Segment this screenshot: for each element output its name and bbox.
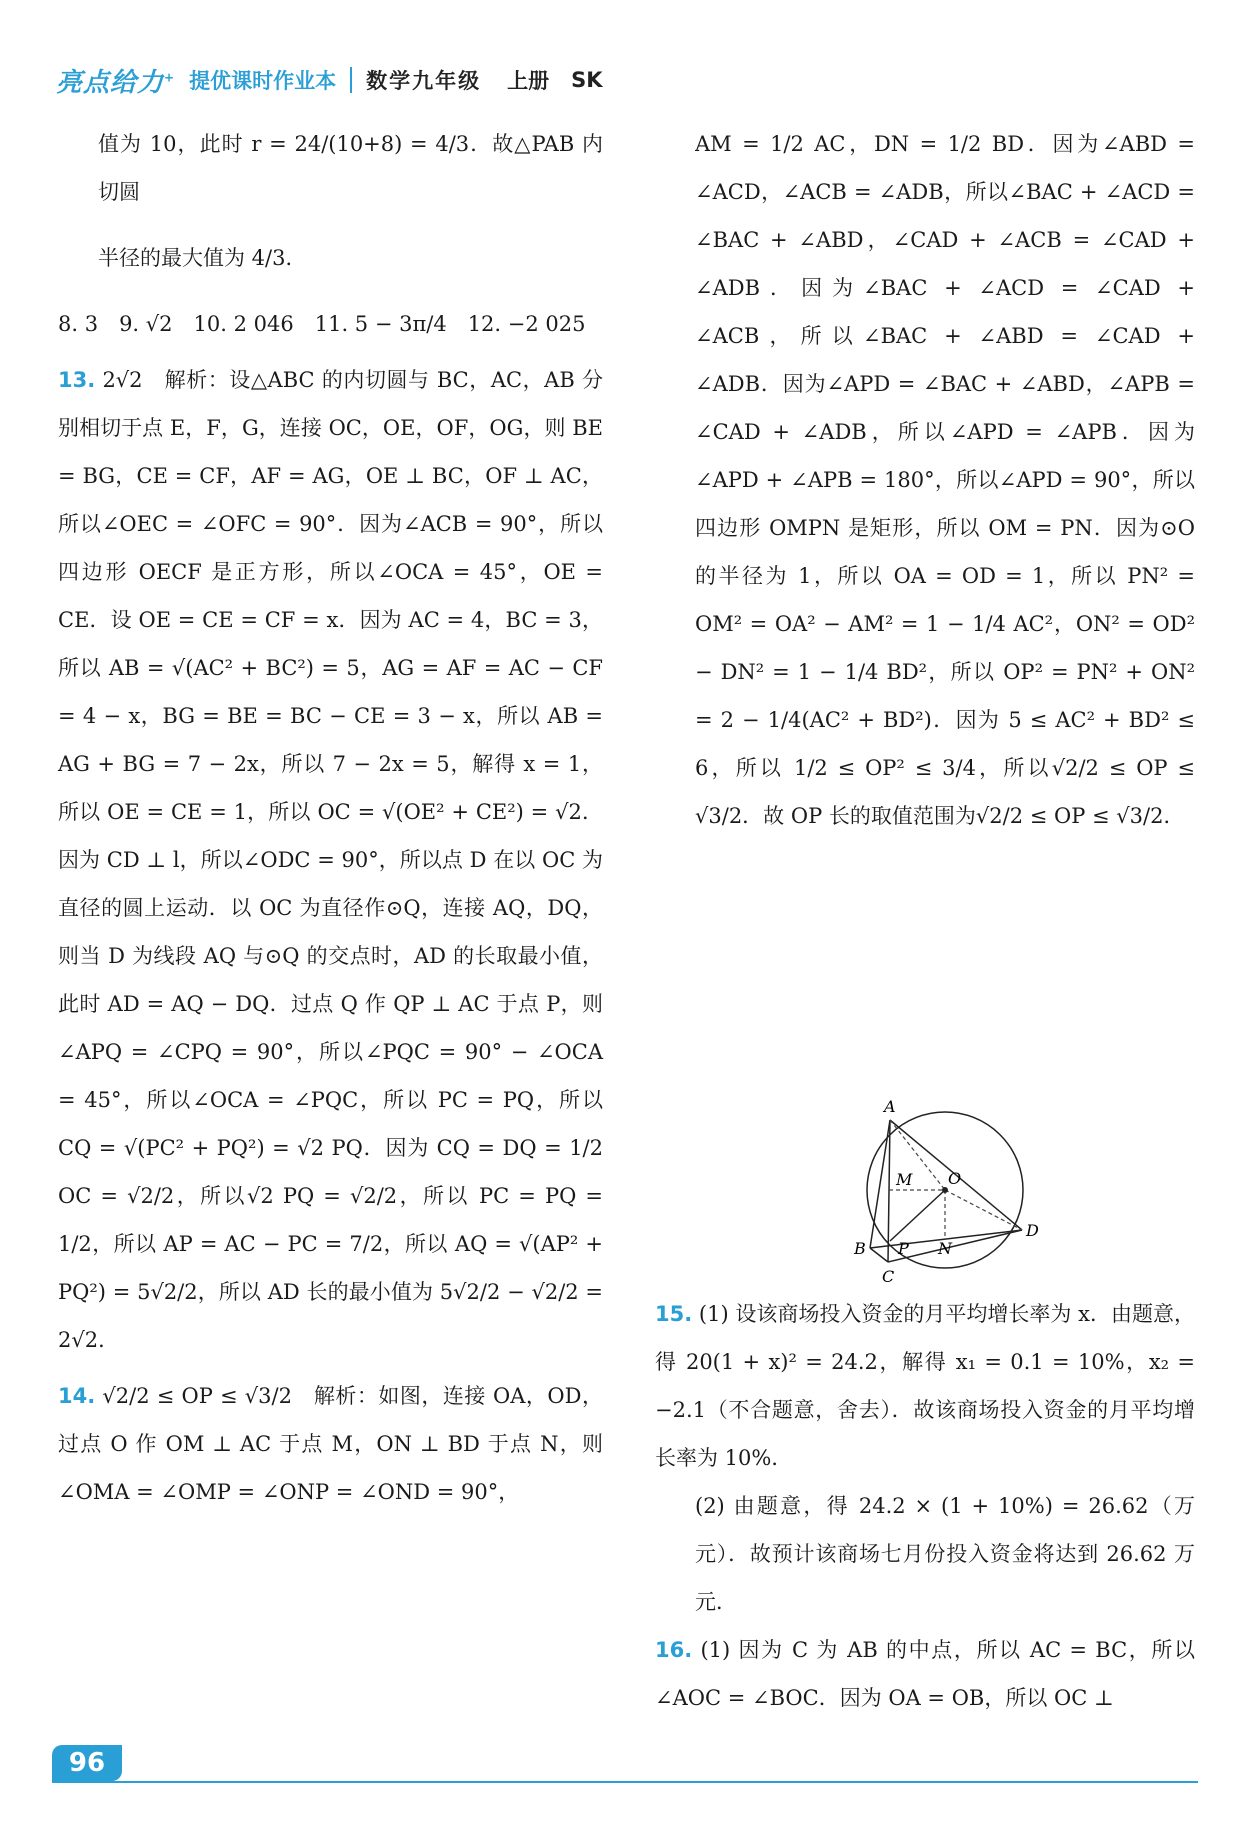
volume-label: 上册 [507, 69, 550, 93]
segment-bc [870, 1248, 888, 1262]
brand-subtitle: 提优课时作业本 [189, 69, 337, 93]
footer-rule [52, 1781, 1198, 1783]
label-c: C [882, 1267, 895, 1286]
question-14-continued: AM = 1/2 AC，DN = 1/2 BD．因为∠ABD = ∠ACD，∠ACB = ∠ADB，所以∠BAC + ∠ACD = ∠BAC + ∠ABD，∠CAD + ∠ACB = ∠CAD + ∠ADB．因为∠BAC + ∠ACD = ∠CAD + ∠ACB，所以∠BAC + ∠ABD = ∠CAD + ∠ADB．因为∠APD = ∠BAC + ∠ABD，∠APB = ∠CAD + ∠ADB，所以∠APD = ∠APB．因为∠APD + ∠APB = 180°，所以∠APD = 90°，所以四边形 OMPN 是矩形，所以 OM = PN．因为⊙O 的半径为 1，所以 OA = OD = 1，所以 PN² = OM² = OA² − AM² = 1 − 1/4 AC²，ON² = OD² − DN² = 1 − 1/4 BD²，所以 OP² = PN² + ON² = 2 − 1/4(AC² + BD²)．因为 5 ≤ AC² + BD² ≤ 6，所以 1/2 ≤ OP² ≤ 3/4，所以√2/2 ≤ OP ≤ √3/2．故 OP 长的取值范围为√2/2 ≤ OP ≤ √3/2． [695, 132, 1195, 828]
text-line: 值为 10，此时 r = 24/(10+8) = 4/3．故△PAB 内切圆 [98, 132, 603, 204]
label-n: N [938, 1239, 952, 1258]
page-header [56, 58, 602, 102]
question-13: 13. 2√2 解析：设△ABC 的内切圆与 BC，AC，AB 分别相切于点 E，F，G，连接 OC，OE，OF，OG，则 BE = BG，CE = CF，AF = AG，OE ⊥ BC，OF ⊥ AC，所以∠OEC = ∠OFC = 90°．因为∠ACB = 90°，所以四边形 OECF 是正方形，所以∠OCA = 45°，OE = CE．设 OE = CE = CF = x．因为 AC = 4，BC = 3，所以 AB = √(AC² + BC²) = 5，AG = AF = AC − CF = 4 − x，BG = BE = BC − CE = 3 − x，所以 AB = AG + BG = 7 − 2x，所以 7 − 2x = 5，解得 x = 1，所以 OE = CE = 1，所以 OC = √(OE² + CE²) = √2．因为 CD ⊥ l，所以∠ODC = 90°，所以点 D 在以 OC 为直径的圆上运动．以 OC 为直径作⊙Q，连接 AQ，DQ，则当 D 为线段 AQ 与⊙Q 的交点时，AD 的长取最小值，此时 AD = AQ − DQ．过点 Q 作 QP ⊥ AC 于点 P，则∠APQ = ∠CPQ = 90°，所以∠PQC = 90° − ∠OCA = 45°，所以∠OCA = ∠PQC，所以 PC = PQ，所以 CQ = √(PC² + PQ²) = √2 PQ．因为 CQ = DQ = 1/2 OC = √2/2，所以√2 PQ = √2/2，所以 PC = PQ = 1/2，所以 AP = AC − PC = 7/2，所以 AQ = √(AP² + PQ²) = 5√2/2，所以 AD 长的最小值为 5√2/2 − √2/2 = 2√2． [58, 368, 603, 1352]
segment-od [945, 1190, 1022, 1230]
answer-line: 8. 3 9. √2 10. 2 046 11. 5 − 3π/4 12. −2 025 [58, 312, 586, 336]
header-divider [350, 67, 352, 93]
segment-op [890, 1190, 945, 1241]
question-number: 14. [58, 1384, 96, 1408]
text-line: 半径的最大值为 4/3． [98, 246, 307, 270]
right-column [655, 120, 1195, 1722]
question-15-part2: (2) 由题意，得 24.2 × (1 + 10%) = 26.62（万元）．故预计该商场七月份投入资金将达到 26.62 万元． [695, 1494, 1195, 1614]
geometry-diagram [830, 1090, 1060, 1290]
edition-label: SK [571, 68, 603, 92]
label-m: M [896, 1170, 913, 1189]
label-p: P [898, 1239, 909, 1258]
segment-ab [870, 1120, 890, 1248]
question-14: 14. √2/2 ≤ OP ≤ √3/2 解析：如图，连接 OA，OD，过点 O 作 OM ⊥ AC 于点 M，ON ⊥ BD 于点 N，则∠OMA = ∠OMP = ∠ONP = ∠OND = 90°， [58, 1384, 603, 1504]
label-o: O [948, 1169, 962, 1188]
brand-logo: 亮点给力+ [56, 67, 176, 98]
label-b: B [854, 1239, 866, 1258]
left-column [58, 120, 603, 1516]
question-number: 16. [655, 1638, 693, 1662]
question-15: 15. (1) 设该商场投入资金的月平均增长率为 x．由题意，得 20(1 + x)² = 24.2，解得 x₁ = 0.1 = 10%，x₂ = −2.1（不合题意，舍去）．故该商场投入资金的月平均增长率为 10%． [655, 1302, 1195, 1470]
segment-ac [888, 1120, 890, 1262]
subject-label: 数学九年级 [366, 69, 482, 93]
question-number: 15. [655, 1302, 693, 1326]
question-16: 16. (1) 因为 C 为 AB 的中点，所以 AC = BC，所以∠AOC = ∠BOC．因为 OA = OB，所以 OC ⊥ [655, 1638, 1195, 1710]
label-a: A [884, 1097, 896, 1116]
question-number: 13. [58, 368, 96, 392]
label-d: D [1026, 1221, 1039, 1240]
page-number: 96 [52, 1745, 122, 1781]
